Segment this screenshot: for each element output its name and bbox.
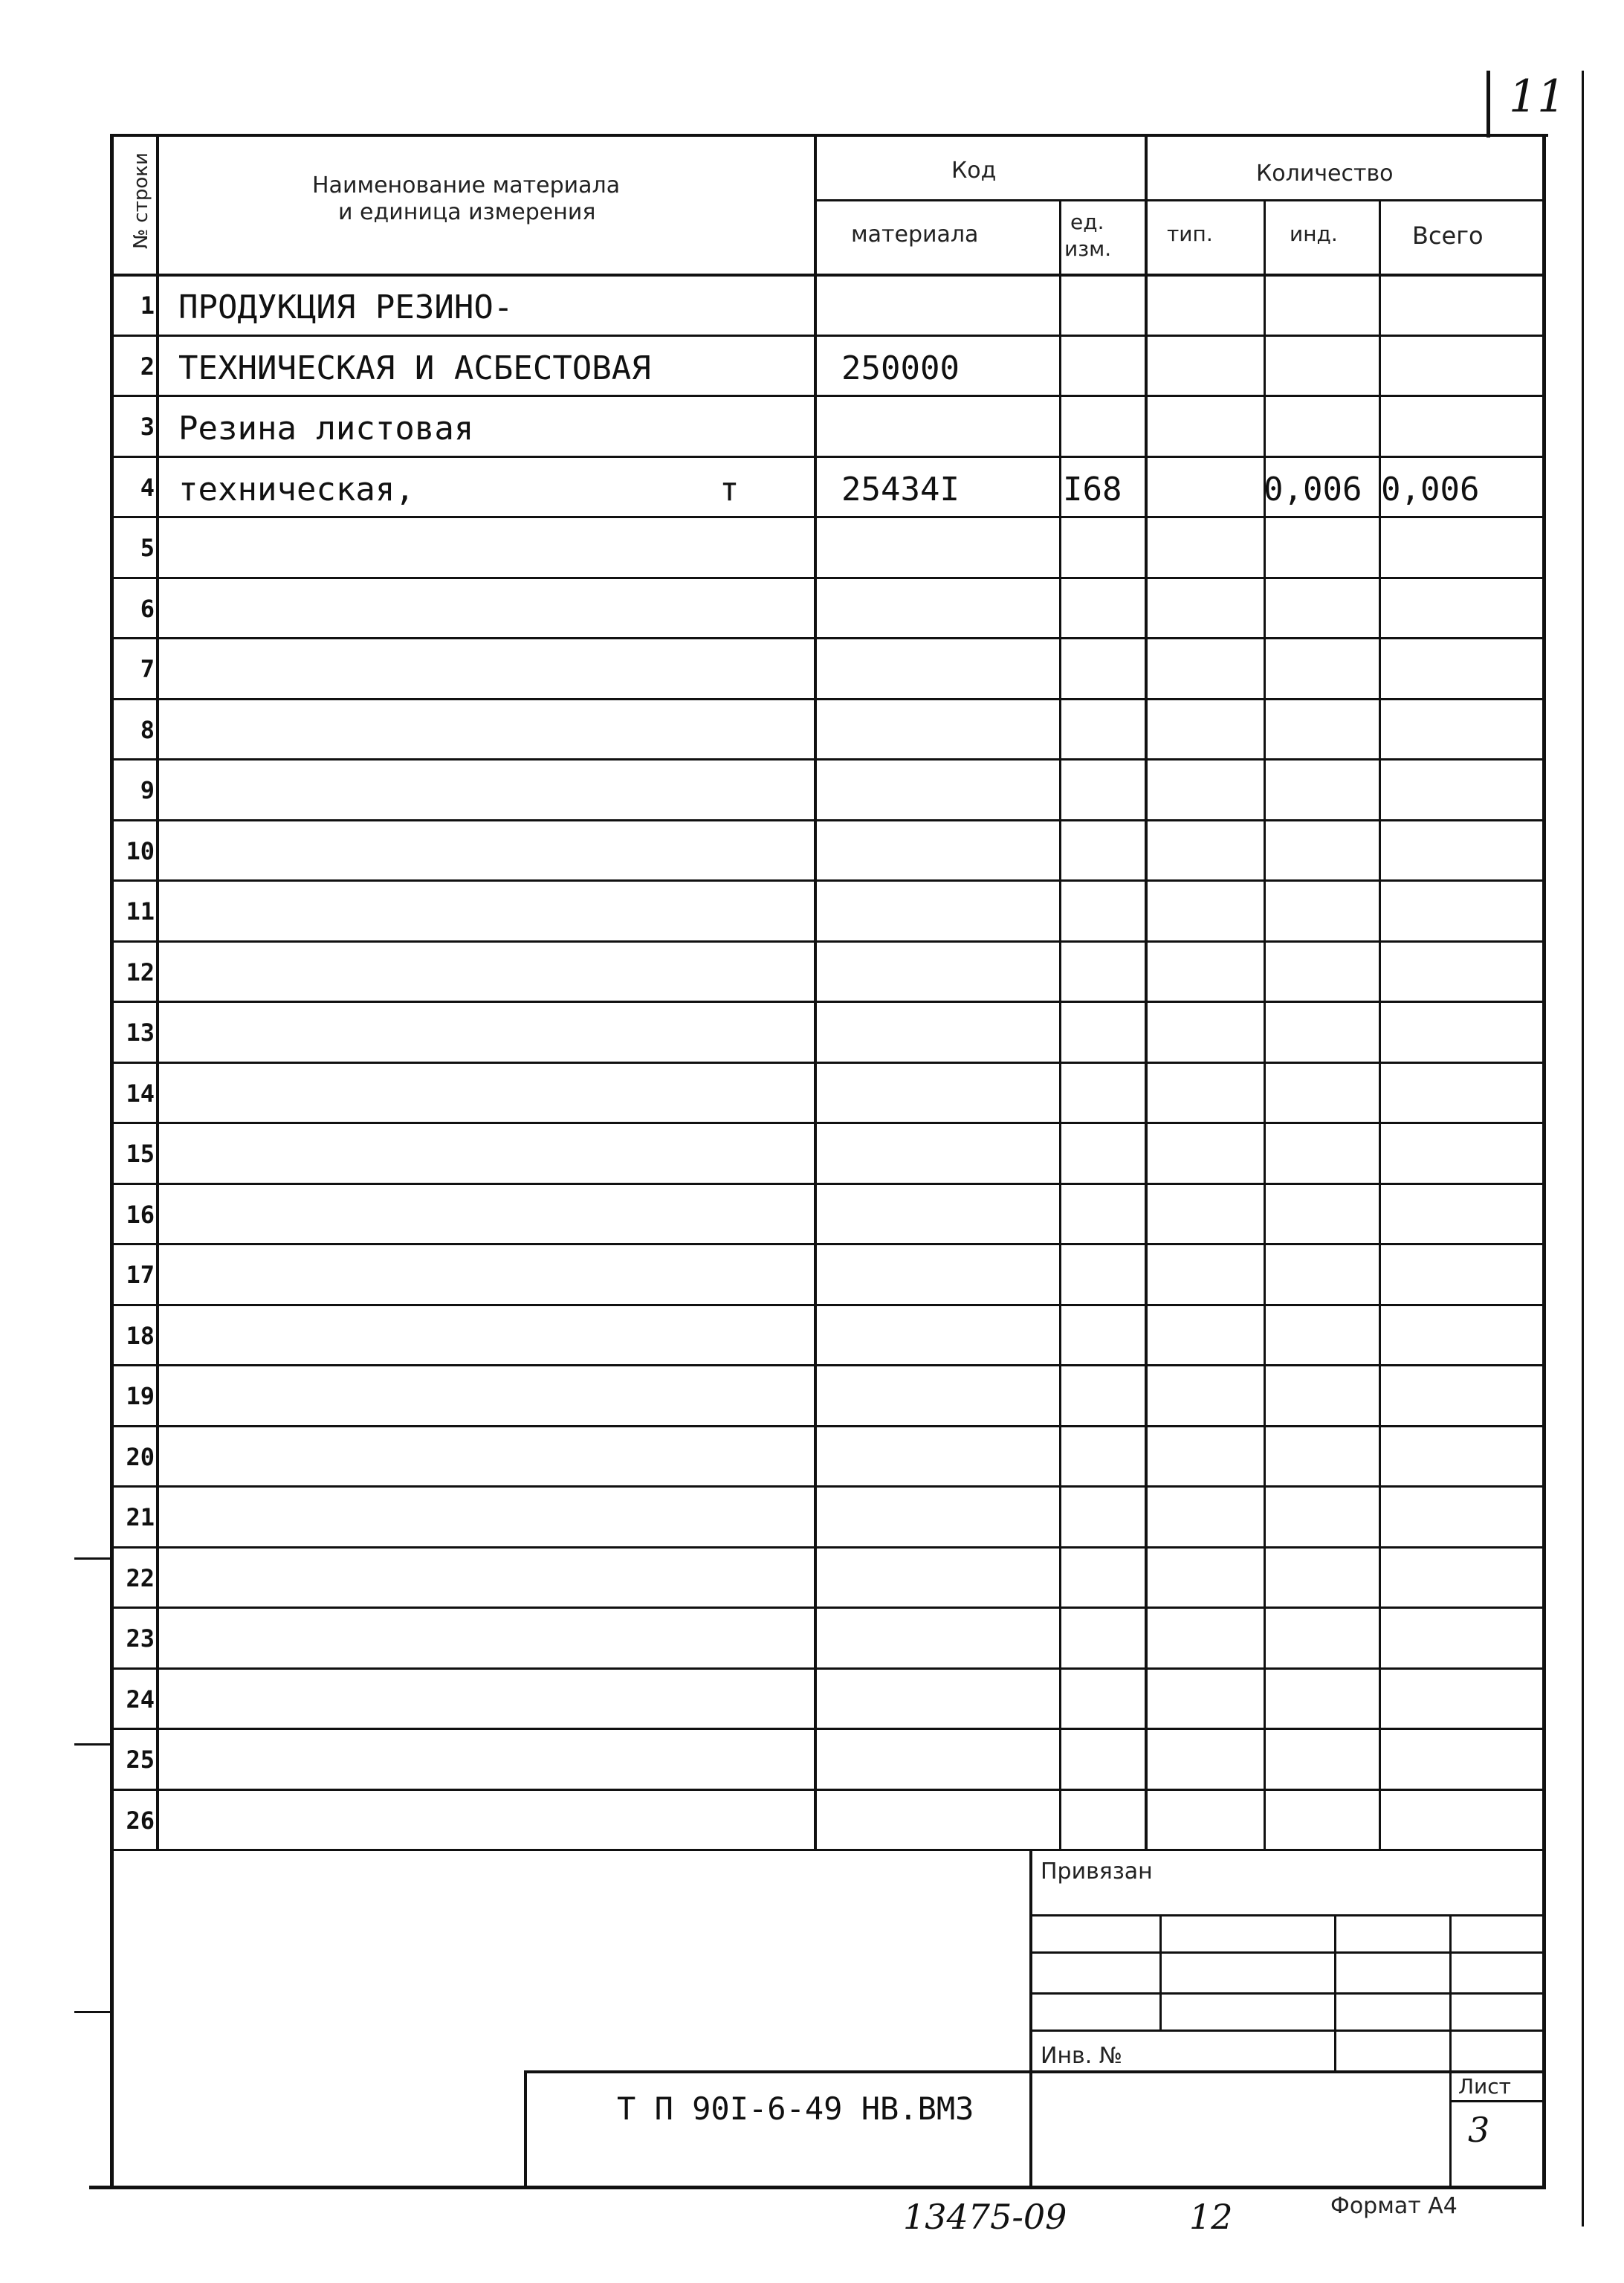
col-divider-unit bbox=[1145, 134, 1148, 1849]
row-line-26 bbox=[110, 1849, 1542, 1851]
margin-tick-3 bbox=[74, 2011, 111, 2013]
row-ind-4: 0,006 bbox=[1264, 471, 1362, 508]
row-line-23 bbox=[110, 1667, 1542, 1670]
row-line-18 bbox=[110, 1364, 1542, 1366]
row-number-18: 18 bbox=[126, 1322, 155, 1350]
row-line-11 bbox=[110, 940, 1542, 943]
format-label: Формат А4 bbox=[1330, 2193, 1458, 2219]
col-divider-typ bbox=[1264, 199, 1266, 1849]
row-number-14: 14 bbox=[126, 1079, 155, 1108]
row-number-26: 26 bbox=[126, 1806, 155, 1835]
row-line-4 bbox=[110, 516, 1542, 518]
margin-tick-2 bbox=[74, 1743, 111, 1746]
row-number-12: 12 bbox=[126, 958, 155, 986]
col-divider-ind bbox=[1379, 199, 1381, 1849]
stamp-vdiv-3 bbox=[1449, 1914, 1452, 2186]
row-number-25: 25 bbox=[126, 1746, 155, 1774]
row-number-19: 19 bbox=[126, 1382, 155, 1410]
row-code-4: 25434I bbox=[841, 471, 960, 508]
stamp-line-1 bbox=[1029, 1914, 1542, 1917]
handwritten-code: 13475-09 bbox=[903, 2197, 1067, 2237]
row-number-2: 2 bbox=[140, 352, 155, 381]
row-line-24 bbox=[110, 1728, 1542, 1730]
code-group-header: Код bbox=[951, 158, 997, 184]
row-number-7: 7 bbox=[140, 655, 155, 683]
stamp-title-left bbox=[524, 2070, 527, 2186]
col-divider-code bbox=[1059, 199, 1061, 1849]
row-number-17: 17 bbox=[126, 1261, 155, 1289]
row-number-20: 20 bbox=[126, 1443, 155, 1471]
row-line-20 bbox=[110, 1485, 1542, 1488]
code-unit-header-line2: изм. bbox=[1064, 236, 1112, 261]
row-number-9: 9 bbox=[140, 776, 155, 804]
document-designation: Т П 90I-6-49 НВ.ВМЗ bbox=[617, 2090, 974, 2127]
header-mid-line bbox=[814, 199, 1542, 201]
row-number-24: 24 bbox=[126, 1685, 155, 1714]
row-number-5: 5 bbox=[140, 534, 155, 562]
stamp-title-top bbox=[524, 2070, 1542, 2073]
row-line-3 bbox=[110, 456, 1542, 458]
handwritten-number: 12 bbox=[1189, 2197, 1233, 2237]
col-divider-num bbox=[156, 134, 159, 1849]
name-header-line1: Наименование материала bbox=[312, 172, 621, 198]
row-number-10: 10 bbox=[126, 837, 155, 865]
privyazan-label: Привязан bbox=[1041, 1859, 1153, 1885]
stamp-line-4 bbox=[1029, 2029, 1542, 2032]
row-line-12 bbox=[110, 1001, 1542, 1003]
row-number-11: 11 bbox=[126, 897, 155, 926]
row-line-19 bbox=[110, 1425, 1542, 1427]
sheet-label: Лист bbox=[1458, 2074, 1511, 2099]
row-line-1 bbox=[110, 335, 1542, 337]
row-line-14 bbox=[110, 1122, 1542, 1124]
row-line-21 bbox=[110, 1546, 1542, 1549]
row-name-2: ТЕХНИЧЕСКАЯ И АСБЕСТОВАЯ bbox=[178, 349, 651, 387]
page-number: 11 bbox=[1509, 71, 1566, 123]
code-material-header: материала bbox=[851, 222, 979, 248]
qty-typ-header: тип. bbox=[1167, 222, 1213, 246]
row-number-8: 8 bbox=[140, 716, 155, 744]
row-line-25 bbox=[110, 1789, 1542, 1791]
row-num-header: № строки bbox=[130, 152, 152, 249]
row-line-13 bbox=[110, 1062, 1542, 1064]
qty-total-header: Всего bbox=[1412, 222, 1484, 250]
row-line-6 bbox=[110, 637, 1542, 639]
row-number-21: 21 bbox=[126, 1503, 155, 1531]
row-line-17 bbox=[110, 1304, 1542, 1306]
header-bottom-line bbox=[110, 274, 1542, 277]
row-name-3: Резина листовая bbox=[178, 410, 474, 448]
row-unit-letter-4: т bbox=[719, 471, 740, 508]
row-name-4: техническая, bbox=[178, 471, 415, 508]
qty-ind-header: инд. bbox=[1290, 222, 1338, 246]
row-number-13: 13 bbox=[126, 1018, 155, 1047]
stamp-vdiv-2 bbox=[1334, 1914, 1336, 2070]
sheet-number: 3 bbox=[1468, 2110, 1490, 2150]
row-line-5 bbox=[110, 577, 1542, 579]
stamp-vdiv-1 bbox=[1159, 1914, 1162, 2029]
stamp-left-divider bbox=[1029, 1849, 1032, 2186]
row-name-1: ПРОДУКЦИЯ РЕЗИНО- bbox=[178, 288, 514, 326]
row-number-15: 15 bbox=[126, 1140, 155, 1168]
stamp-line-2 bbox=[1029, 1951, 1542, 1954]
row-line-8 bbox=[110, 758, 1542, 761]
row-unit-code-4: I68 bbox=[1063, 471, 1122, 508]
inv-label: Инв. № bbox=[1041, 2043, 1123, 2069]
row-number-1: 1 bbox=[140, 291, 155, 320]
qty-group-header: Количество bbox=[1256, 161, 1394, 187]
row-number-23: 23 bbox=[126, 1624, 155, 1653]
margin-tick-1 bbox=[74, 1557, 111, 1560]
row-number-22: 22 bbox=[126, 1564, 155, 1592]
stamp-line-3 bbox=[1029, 1992, 1542, 1995]
row-line-16 bbox=[110, 1243, 1542, 1245]
row-number-4: 4 bbox=[140, 474, 155, 502]
row-line-2 bbox=[110, 395, 1542, 397]
name-header-line2: и единица измерения bbox=[338, 199, 596, 225]
row-line-7 bbox=[110, 698, 1542, 700]
col-divider-name bbox=[814, 134, 817, 1849]
row-number-6: 6 bbox=[140, 595, 155, 623]
row-line-15 bbox=[110, 1183, 1542, 1185]
stamp-sheet-line bbox=[1449, 2100, 1542, 2102]
row-line-22 bbox=[110, 1607, 1542, 1609]
row-line-9 bbox=[110, 819, 1542, 821]
code-unit-header-line1: ед. bbox=[1070, 210, 1104, 234]
row-code-2: 250000 bbox=[841, 349, 960, 387]
row-number-16: 16 bbox=[126, 1201, 155, 1229]
row-total-4: 0,006 bbox=[1381, 471, 1480, 508]
row-line-10 bbox=[110, 879, 1542, 882]
row-number-3: 3 bbox=[140, 413, 155, 441]
